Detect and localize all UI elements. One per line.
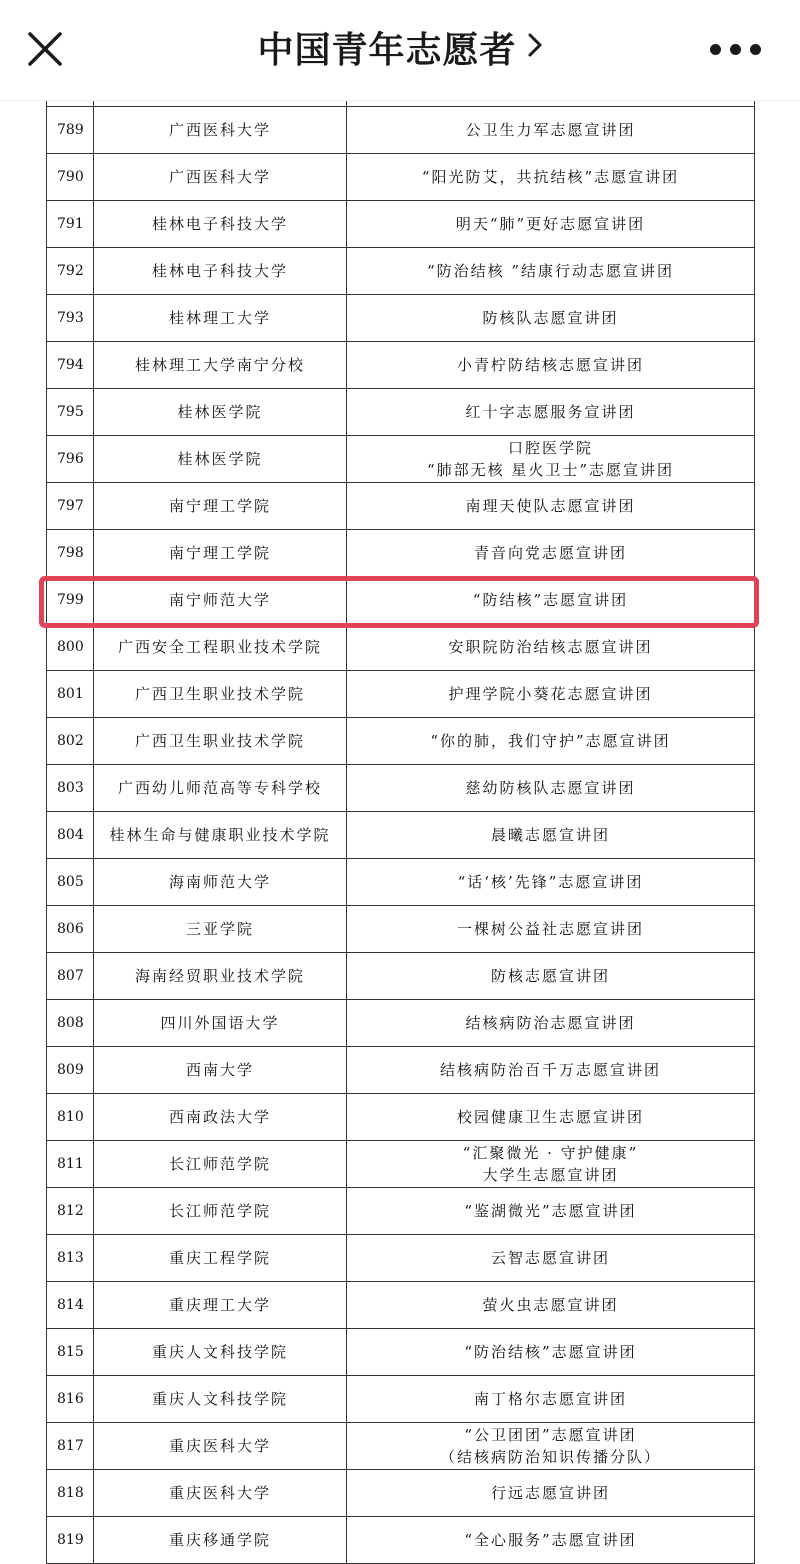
table-row	[47, 1235, 755, 1282]
team-name	[347, 248, 755, 295]
team-name	[347, 624, 755, 671]
more-options-button[interactable]	[708, 44, 768, 58]
table-row	[47, 1141, 755, 1188]
row-number: 803	[47, 765, 94, 812]
organization-name: 重庆移通学院	[94, 1517, 347, 1564]
organization-name: 海南经贸职业技术学院	[94, 953, 347, 1000]
organization-name: 重庆人文科技学院	[94, 1329, 347, 1376]
table-row	[47, 248, 755, 295]
volunteer-team-table	[46, 101, 755, 1564]
row-number: 792	[47, 248, 94, 295]
table-row	[47, 812, 755, 859]
row-number: 793	[47, 295, 94, 342]
team-name	[347, 483, 755, 530]
chevron-right-icon	[527, 26, 543, 67]
team-name-line: 明天“肺”更好志愿宣讲团	[455, 215, 646, 233]
organization-name: 广西医科大学	[94, 107, 347, 154]
team-name-line: 一棵树公益社志愿宣讲团	[456, 920, 644, 938]
team-name	[347, 1188, 755, 1235]
row-number: 797	[47, 483, 94, 530]
row-number: 790	[47, 154, 94, 201]
organization-name: 西南政法大学	[94, 1094, 347, 1141]
row-number: 819	[47, 1517, 94, 1564]
organization-name: 重庆工程学院	[94, 1235, 347, 1282]
team-name	[347, 1235, 755, 1282]
table-row	[47, 342, 755, 389]
more-horizontal-icon	[710, 44, 721, 55]
organization-name: 桂林理工大学南宁分校	[94, 342, 347, 389]
team-name-line: 安职院防治结核志愿宣讲团	[448, 638, 653, 656]
row-number: 818	[47, 1470, 94, 1517]
table-row	[47, 765, 755, 812]
row-number: 807	[47, 953, 94, 1000]
table-row	[47, 671, 755, 718]
table-row	[47, 483, 755, 530]
row-number: 795	[47, 389, 94, 436]
team-name-line: 南理天使队志愿宣讲团	[465, 497, 636, 515]
top-bar	[0, 0, 800, 101]
team-name-line: “防结核”志愿宣讲团	[472, 591, 629, 609]
row-number: 801	[47, 671, 94, 718]
team-name-line: 结核病防治志愿宣讲团	[465, 1014, 636, 1032]
team-name-line: 南丁格尔志愿宣讲团	[473, 1390, 627, 1408]
team-name	[347, 107, 755, 154]
team-name-line: 红十字志愿服务宣讲团	[465, 403, 636, 421]
row-number: 789	[47, 107, 94, 154]
table-row	[47, 953, 755, 1000]
team-name-line: 口腔医学院	[507, 439, 593, 457]
row-number: 799	[47, 577, 94, 624]
row-number: 810	[47, 1094, 94, 1141]
team-name-line: 青音向党志愿宣讲团	[473, 544, 627, 562]
row-number: 794	[47, 342, 94, 389]
team-name	[347, 577, 755, 624]
table-row	[47, 201, 755, 248]
row-number: 817	[47, 1423, 94, 1470]
table-row	[47, 718, 755, 765]
table-row	[47, 1047, 755, 1094]
organization-name: 桂林医学院	[94, 436, 347, 483]
row-number: 791	[47, 201, 94, 248]
organization-name: 南宁师范大学	[94, 577, 347, 624]
team-name	[347, 859, 755, 906]
organization-name: 广西幼儿师范高等专科学校	[94, 765, 347, 812]
organization-name: 桂林生命与健康职业技术学院	[94, 812, 347, 859]
team-name-line: “汇聚微光 · 守护健康”	[462, 1144, 639, 1162]
more-dot	[730, 44, 741, 55]
organization-name: 长江师范学院	[94, 1188, 347, 1235]
organization-name: 桂林电子科技大学	[94, 201, 347, 248]
team-name	[347, 718, 755, 765]
organization-name: 三亚学院	[94, 906, 347, 953]
team-name	[347, 389, 755, 436]
team-name	[347, 1376, 755, 1423]
organization-name: 桂林电子科技大学	[94, 248, 347, 295]
team-name-line: “全心服务”志愿宣讲团	[464, 1531, 637, 1549]
account-title-link[interactable]	[0, 22, 800, 73]
team-name-line: “你的肺，我们守护”志愿宣讲团	[430, 732, 671, 750]
team-name-line: 云智志愿宣讲团	[490, 1249, 610, 1267]
organization-name: 桂林理工大学	[94, 295, 347, 342]
team-name	[347, 1141, 755, 1188]
more-dot	[750, 44, 761, 55]
organization-name: 重庆人文科技学院	[94, 1376, 347, 1423]
team-name	[347, 295, 755, 342]
team-name-line: 防核志愿宣讲团	[490, 967, 610, 985]
team-name	[347, 342, 755, 389]
team-name	[347, 1282, 755, 1329]
organization-name: 南宁理工学院	[94, 483, 347, 530]
team-name	[347, 1423, 755, 1470]
table-row	[47, 1376, 755, 1423]
row-number: 805	[47, 859, 94, 906]
row-number: 815	[47, 1329, 94, 1376]
organization-name: 重庆理工大学	[94, 1282, 347, 1329]
page-title: 中国青年志愿者	[257, 30, 517, 71]
organization-name: 重庆医科大学	[94, 1470, 347, 1517]
team-name-line: 护理学院小葵花志愿宣讲团	[448, 685, 653, 703]
organization-name: 广西医科大学	[94, 154, 347, 201]
team-name	[347, 1470, 755, 1517]
organization-name: 重庆医科大学	[94, 1423, 347, 1470]
team-name	[347, 436, 755, 483]
table-row	[47, 1423, 755, 1470]
team-name-line: 防核队志愿宣讲团	[482, 309, 619, 327]
team-name-line: 行远志愿宣讲团	[490, 1484, 610, 1502]
table-row	[47, 859, 755, 906]
team-name	[347, 671, 755, 718]
row-number: 816	[47, 1376, 94, 1423]
row-number: 811	[47, 1141, 94, 1188]
team-name	[347, 953, 755, 1000]
team-name	[347, 1047, 755, 1094]
team-name-line: 结核病防治百千万志愿宣讲团	[439, 1061, 661, 1079]
team-name-line: 晨曦志愿宣讲团	[490, 826, 610, 844]
row-number: 796	[47, 436, 94, 483]
team-name-line: “话‘核’先锋”志愿宣讲团	[457, 873, 644, 891]
team-name	[347, 530, 755, 577]
team-name-line: “防治结核”志愿宣讲团	[464, 1343, 637, 1361]
organization-name: 四川外国语大学	[94, 1000, 347, 1047]
row-number: 800	[47, 624, 94, 671]
table-row	[47, 1094, 755, 1141]
row-number: 804	[47, 812, 94, 859]
team-name-line: “防治结核 ”结康行动志愿宣讲团	[426, 262, 675, 280]
table-row	[47, 906, 755, 953]
table-row	[47, 436, 755, 483]
organization-name: 南宁理工学院	[94, 530, 347, 577]
organization-name: 长江师范学院	[94, 1141, 347, 1188]
team-name-line: 校园健康卫生志愿宣讲团	[456, 1108, 644, 1126]
row-number: 813	[47, 1235, 94, 1282]
table-row	[47, 295, 755, 342]
team-name	[347, 765, 755, 812]
table-row	[47, 1000, 755, 1047]
organization-name: 广西卫生职业技术学院	[94, 718, 347, 765]
team-name-line: “肺部无核 星火卫士”志愿宣讲团	[426, 461, 675, 479]
table-row	[47, 1329, 755, 1376]
row-number: 809	[47, 1047, 94, 1094]
organization-name: 西南大学	[94, 1047, 347, 1094]
organization-name: 海南师范大学	[94, 859, 347, 906]
team-name	[347, 812, 755, 859]
table-row	[47, 530, 755, 577]
team-name-line: 小青柠防结核志愿宣讲团	[456, 356, 644, 374]
table-row	[47, 1188, 755, 1235]
team-name-line: 大学生志愿宣讲团	[482, 1166, 619, 1184]
table-row	[47, 107, 755, 154]
row-number: 806	[47, 906, 94, 953]
team-name-line: 慈幼防核队志愿宣讲团	[465, 779, 636, 797]
team-name	[347, 1000, 755, 1047]
team-name-line: 公卫生力军志愿宣讲团	[465, 121, 636, 139]
row-number: 812	[47, 1188, 94, 1235]
row-number: 798	[47, 530, 94, 577]
organization-name: 广西安全工程职业技术学院	[94, 624, 347, 671]
row-number: 808	[47, 1000, 94, 1047]
organization-name: 广西卫生职业技术学院	[94, 671, 347, 718]
team-name-line: 萤火虫志愿宣讲团	[482, 1296, 619, 1314]
table-row	[47, 154, 755, 201]
team-name	[347, 201, 755, 248]
team-name-line: （结核病防治知识传播分队）	[439, 1448, 661, 1466]
team-name	[347, 906, 755, 953]
team-name	[347, 154, 755, 201]
table-row	[47, 624, 755, 671]
row-number: 814	[47, 1282, 94, 1329]
team-name	[347, 1329, 755, 1376]
team-name	[347, 1517, 755, 1564]
team-name	[347, 1094, 755, 1141]
table-row	[47, 1470, 755, 1517]
organization-name: 桂林医学院	[94, 389, 347, 436]
team-name-line: “公卫团团”志愿宣讲团	[464, 1426, 637, 1444]
table-row	[47, 1517, 755, 1564]
team-name-line: “鉴湖微光”志愿宣讲团	[464, 1202, 637, 1220]
table-row	[47, 1282, 755, 1329]
team-name-line: “阳光防艾，共抗结核”志愿宣讲团	[421, 168, 680, 186]
table-row	[47, 577, 755, 624]
table-row	[47, 389, 755, 436]
row-number: 802	[47, 718, 94, 765]
